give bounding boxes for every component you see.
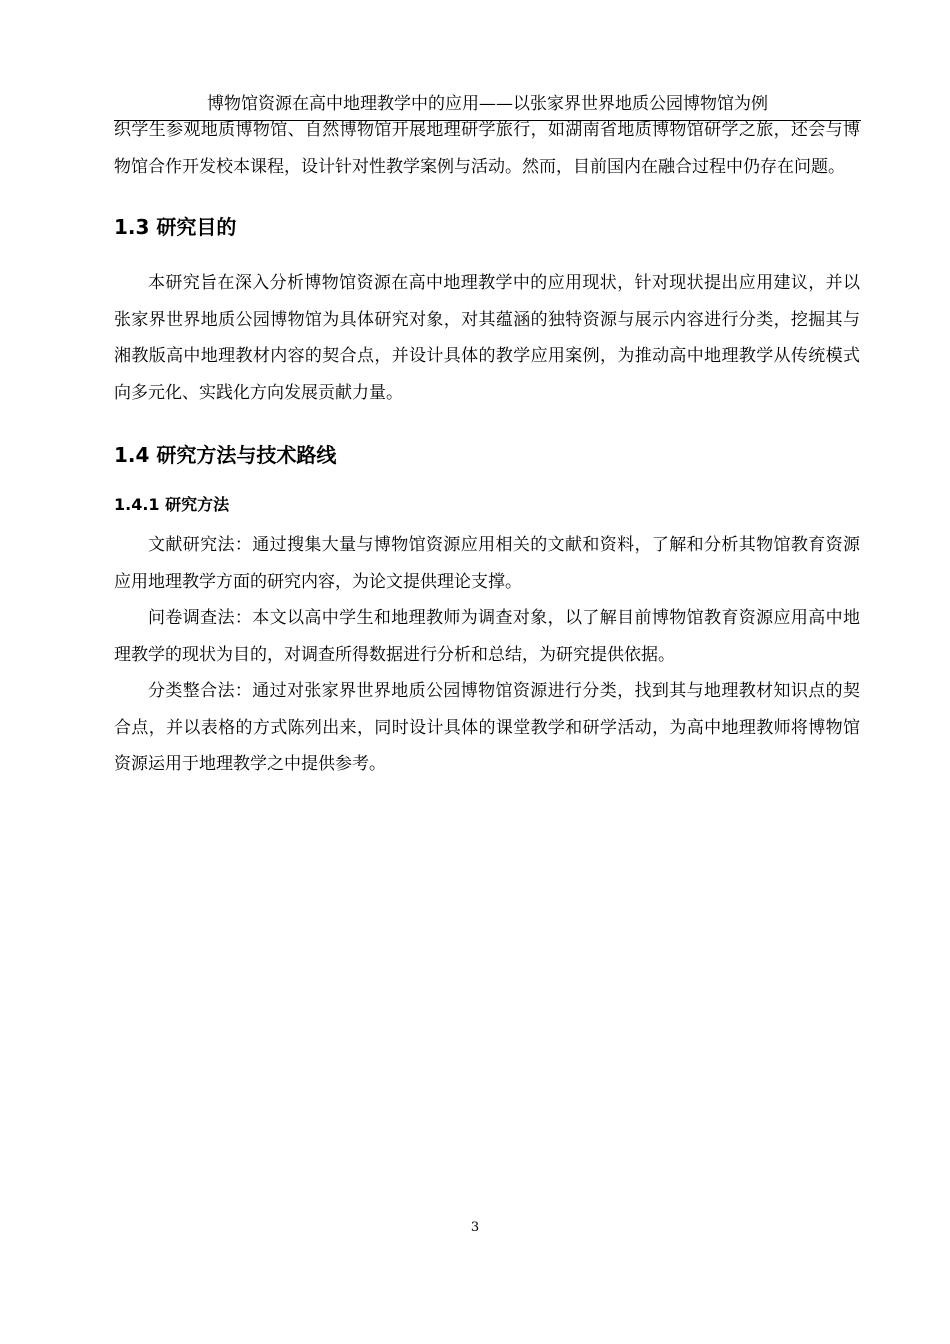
- method-literature-paragraph: 文献研究法：通过搜集大量与博物馆资源应用相关的文献和资料，了解和分析其物馆教育资源应用地理教学方面的研究内容，为论文提供理论支撑。: [114, 535, 860, 592]
- method-questionnaire-paragraph: 问卷调查法：本文以高中学生和地理教师为调查对象，以了解目前博物馆教育资源应用高中地理教学的现状为目的，对调查所得数据进行分析和总结，为研究提供依据。: [114, 608, 860, 665]
- research-purpose-paragraph: 本研究旨在深入分析博物馆资源在高中地理教学中的应用现状，针对现状提出应用建议，并以张家界世界地质公园博物馆为具体研究对象，对其蕴涵的独特资源与展示内容进行分类，挖掘其与湘教版高中地理教材内容的契合点，并设计具体的教学应用案例，为推动高中地理教学从传统模式向多元化、实践化方向发展贡献力量。: [114, 273, 860, 403]
- method-classification-paragraph: 分类整合法：通过对张家界世界地质公园博物馆资源进行分类，找到其与地理教材知识点的契合点，并以表格的方式陈列出来，同时设计具体的课堂教学和研学活动，为高中地理教师将博物馆资源运用于地理教学之中提供参考。: [114, 681, 860, 774]
- subsection-heading-1-4-1: 1.4.1 研究方法: [114, 495, 230, 514]
- page-number: 3: [470, 1220, 480, 1235]
- running-header: 博物馆资源在高中地理教学中的应用——以张家界世界地质公园博物馆为例: [114, 92, 861, 121]
- section-heading-1-3: 1.3 研究目的: [114, 215, 237, 239]
- section-heading-1-4: 1.4 研究方法与技术路线: [114, 443, 337, 467]
- intro-paragraph: 织学生参观地质博物馆、自然博物馆开展地理研学旅行，如湖南省地质博物馆研学之旅，还会与博物馆合作开发校本课程，设计针对性教学案例与活动。然而，目前国内在融合过程中仍存在问题。: [114, 120, 860, 177]
- page-body: [114, 112, 860, 783]
